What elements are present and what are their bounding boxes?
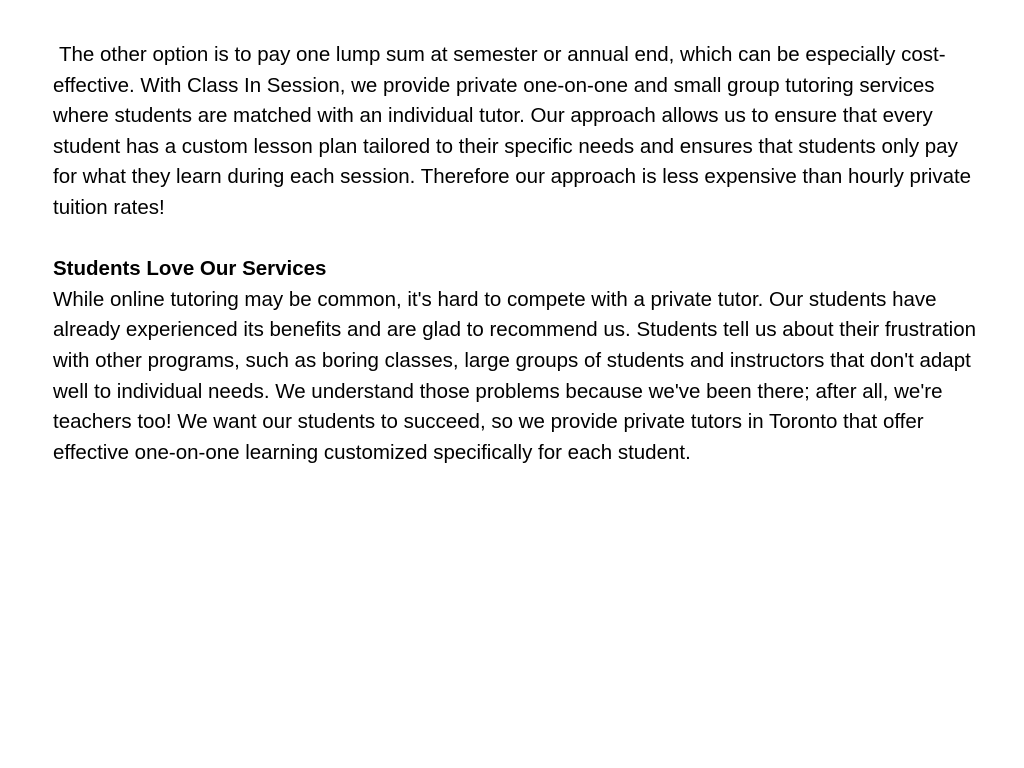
paragraph-spacer xyxy=(53,224,978,255)
services-paragraph: While online tutoring may be common, it's hard to compete with a private tutor. Our students have already experienced its benefits and are glad to recommend us. Students tell us about their frustration with other programs, such as boring classes, large groups of students and instructors that don't adapt well to individual needs. We understand those problems because we've been there; after all, we're teachers too! We want our students to succeed, so we provide private tutors in Toronto that offer effective one-on-one learning customized specifically for each student. xyxy=(53,287,977,464)
section-heading: Students Love Our Services xyxy=(53,257,327,281)
text-block xyxy=(53,40,978,468)
intro-paragraph: The other option is to pay one lump sum at semester or annual end, which can be especially cost-effective. With Class In Session, we provide private one-on-one and small group tutoring services where students are matched with an individual tutor. Our approach allows us to ensure that every student has a custom lesson plan tailored to their specific needs and ensures that students only pay for what they learn during each session. Therefore our approach is less expensive than hourly private tuition rates! xyxy=(53,43,972,219)
